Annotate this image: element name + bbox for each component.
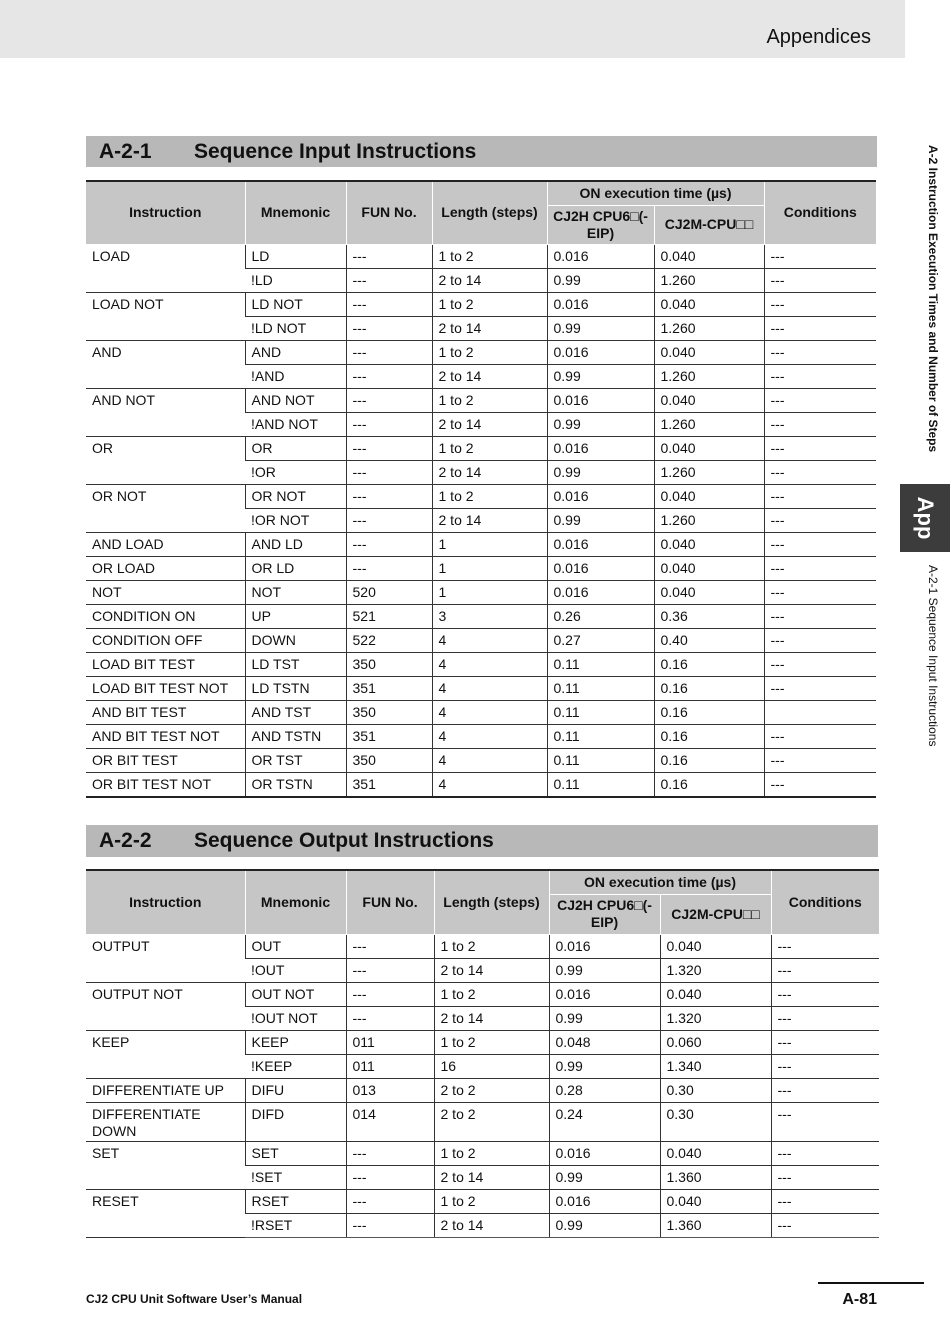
page-header-title: Appendices — [766, 26, 871, 48]
cj2m-time-cell: 0.040 — [660, 934, 771, 958]
conditions-cell: --- — [764, 772, 876, 797]
mnemonic-cell: OR TSTN — [245, 772, 346, 797]
conditions-cell: --- — [764, 316, 876, 340]
conditions-cell: --- — [771, 1189, 879, 1213]
cj2h-time-cell: 0.016 — [549, 934, 660, 958]
cj2m-time-cell: 0.16 — [654, 772, 764, 797]
instruction-cell: DIFFERENTIATE UP — [86, 1078, 245, 1102]
fun-no-cell: --- — [346, 388, 432, 412]
table-row — [86, 772, 876, 797]
cj2h-time-cell: 0.99 — [549, 958, 660, 982]
conditions-cell: --- — [764, 340, 876, 364]
mnemonic-cell: !OUT — [245, 958, 346, 982]
mnemonic-cell: OR — [245, 436, 346, 460]
fun-no-cell: 013 — [346, 1078, 434, 1102]
mnemonic-cell: OUT NOT — [245, 982, 346, 1006]
cj2h-time-cell: 0.11 — [547, 676, 654, 700]
length-cell: 4 — [432, 676, 547, 700]
section-number: A-2-2 — [99, 829, 152, 852]
header-cj2h: CJ2H CPU6□(-EIP) — [549, 894, 660, 934]
mnemonic-cell: DOWN — [245, 628, 346, 652]
cj2m-time-cell: 0.040 — [660, 1141, 771, 1165]
section-heading-a-2-2 — [86, 825, 878, 857]
length-cell: 1 — [432, 532, 547, 556]
cj2m-time-cell: 1.260 — [654, 364, 764, 388]
instruction-cell: RESET — [86, 1189, 245, 1237]
length-cell: 1 to 2 — [434, 1189, 549, 1213]
length-cell: 1 to 2 — [432, 244, 547, 268]
table-row — [86, 604, 876, 628]
cj2m-time-cell: 0.040 — [660, 1189, 771, 1213]
cj2h-time-cell: 0.99 — [547, 412, 654, 436]
conditions-cell: --- — [764, 436, 876, 460]
footer-manual-title: CJ2 CPU Unit Software User’s Manual — [86, 1292, 303, 1306]
cj2m-time-cell: 0.040 — [654, 556, 764, 580]
cj2m-time-cell: 0.16 — [654, 652, 764, 676]
header-cj2m: CJ2M-CPU□□ — [660, 894, 771, 934]
mnemonic-cell: OR TST — [245, 748, 346, 772]
header-length: Length (steps) — [434, 870, 549, 934]
length-cell: 2 to 14 — [432, 268, 547, 292]
length-cell: 4 — [432, 772, 547, 797]
cj2h-time-cell: 0.016 — [549, 1141, 660, 1165]
conditions-cell: --- — [764, 292, 876, 316]
cj2h-time-cell: 0.016 — [547, 292, 654, 316]
header-on-exec-time: ON execution time (µs) — [549, 870, 771, 894]
fun-no-cell: --- — [346, 934, 434, 958]
fun-no-cell: 351 — [346, 676, 432, 700]
table-row — [86, 532, 876, 556]
mnemonic-cell: OR LD — [245, 556, 346, 580]
fun-no-cell: 350 — [346, 700, 432, 724]
conditions-cell: --- — [771, 934, 879, 958]
length-cell: 1 to 2 — [432, 484, 547, 508]
length-cell: 2 to 14 — [432, 316, 547, 340]
cj2m-time-cell: 0.30 — [660, 1102, 771, 1141]
header-instruction: Instruction — [86, 181, 245, 244]
mnemonic-cell: SET — [245, 1141, 346, 1165]
side-tab-label: App — [913, 496, 938, 540]
length-cell: 1 — [432, 556, 547, 580]
sequence-output-table — [86, 869, 879, 1238]
instruction-cell: KEEP — [86, 1030, 245, 1078]
table-body — [86, 934, 879, 1237]
fun-no-cell: 014 — [346, 1102, 434, 1141]
cj2h-time-cell: 0.99 — [549, 1165, 660, 1189]
cj2m-time-cell: 0.040 — [654, 580, 764, 604]
cj2m-time-cell: 0.040 — [654, 484, 764, 508]
length-cell: 4 — [432, 724, 547, 748]
cj2m-time-cell: 0.040 — [654, 340, 764, 364]
table-row — [86, 748, 876, 772]
instruction-cell: AND BIT TEST NOT — [86, 724, 245, 748]
cj2m-time-cell: 0.16 — [654, 700, 764, 724]
fun-no-cell: --- — [346, 292, 432, 316]
length-cell: 2 to 14 — [434, 1006, 549, 1030]
instruction-cell: LOAD BIT TEST NOT — [86, 676, 245, 700]
side-chapter-title: A-2 Instruction Execution Times and Number of Steps — [926, 145, 940, 453]
mnemonic-cell: LD NOT — [245, 292, 346, 316]
length-cell: 4 — [432, 748, 547, 772]
cj2h-time-cell: 0.016 — [547, 532, 654, 556]
conditions-cell: --- — [771, 982, 879, 1006]
table-row — [86, 628, 876, 652]
fun-no-cell: --- — [346, 244, 432, 268]
instruction-cell: CONDITION OFF — [86, 628, 245, 652]
cj2m-time-cell: 1.260 — [654, 460, 764, 484]
length-cell: 1 to 2 — [432, 436, 547, 460]
fun-no-cell: 521 — [346, 604, 432, 628]
length-cell: 3 — [432, 604, 547, 628]
conditions-cell: --- — [764, 388, 876, 412]
length-cell: 2 to 14 — [432, 508, 547, 532]
conditions-cell: --- — [764, 676, 876, 700]
conditions-cell: --- — [764, 748, 876, 772]
cj2m-time-cell: 1.360 — [660, 1165, 771, 1189]
length-cell: 2 to 14 — [432, 364, 547, 388]
mnemonic-cell: AND TSTN — [245, 724, 346, 748]
fun-no-cell: 011 — [346, 1030, 434, 1054]
cj2h-time-cell: 0.11 — [547, 724, 654, 748]
conditions-cell: --- — [764, 508, 876, 532]
header-conditions: Conditions — [764, 181, 876, 244]
conditions-cell: --- — [771, 1078, 879, 1102]
mnemonic-cell: AND TST — [245, 700, 346, 724]
cj2m-time-cell: 1.340 — [660, 1054, 771, 1078]
cj2h-time-cell: 0.99 — [547, 268, 654, 292]
cj2h-time-cell: 0.016 — [547, 340, 654, 364]
mnemonic-cell: NOT — [245, 580, 346, 604]
cj2h-time-cell: 0.28 — [549, 1078, 660, 1102]
length-cell: 1 to 2 — [434, 934, 549, 958]
fun-no-cell: 520 — [346, 580, 432, 604]
conditions-cell — [764, 700, 876, 724]
conditions-cell: --- — [764, 580, 876, 604]
header-conditions: Conditions — [771, 870, 879, 934]
length-cell: 1 to 2 — [434, 1030, 549, 1054]
header-cj2h: CJ2H CPU6□(-EIP) — [547, 205, 654, 244]
conditions-cell: --- — [771, 1213, 879, 1237]
mnemonic-cell: !OR — [245, 460, 346, 484]
footer-page-number: A-81 — [842, 1291, 877, 1308]
conditions-cell: --- — [764, 724, 876, 748]
mnemonic-cell: OUT — [245, 934, 346, 958]
mnemonic-cell: UP — [245, 604, 346, 628]
table-row — [86, 484, 876, 508]
cj2m-time-cell: 0.040 — [654, 388, 764, 412]
length-cell: 1 to 2 — [434, 982, 549, 1006]
conditions-cell: --- — [764, 460, 876, 484]
header-on-exec-time: ON execution time (µs) — [547, 181, 764, 205]
conditions-cell: --- — [771, 1165, 879, 1189]
instruction-cell: NOT — [86, 580, 245, 604]
table-row — [86, 982, 879, 1006]
mnemonic-cell: !SET — [245, 1165, 346, 1189]
cj2m-time-cell: 1.320 — [660, 1006, 771, 1030]
side-section-title: A-2-1 Sequence Input Instructions — [926, 565, 940, 747]
conditions-cell: --- — [764, 628, 876, 652]
mnemonic-cell: LD TST — [245, 652, 346, 676]
cj2h-time-cell: 0.016 — [549, 1189, 660, 1213]
table-row — [86, 388, 876, 412]
conditions-cell: --- — [764, 412, 876, 436]
header-length: Length (steps) — [432, 181, 547, 244]
fun-no-cell: --- — [346, 268, 432, 292]
fun-no-cell: --- — [346, 532, 432, 556]
section-heading-a-2-1 — [86, 136, 877, 167]
cj2h-time-cell: 0.99 — [547, 460, 654, 484]
mnemonic-cell: AND LD — [245, 532, 346, 556]
fun-no-cell: --- — [346, 1189, 434, 1213]
instruction-cell: SET — [86, 1141, 245, 1189]
length-cell: 4 — [432, 652, 547, 676]
instruction-cell: OR NOT — [86, 484, 245, 532]
cj2m-time-cell: 0.30 — [660, 1078, 771, 1102]
mnemonic-cell: !OR NOT — [245, 508, 346, 532]
table-row — [86, 700, 876, 724]
instruction-cell: AND LOAD — [86, 532, 245, 556]
length-cell: 16 — [434, 1054, 549, 1078]
length-cell: 2 to 14 — [434, 958, 549, 982]
header-mnemonic: Mnemonic — [245, 181, 346, 244]
cj2h-time-cell: 0.99 — [547, 508, 654, 532]
cj2m-time-cell: 0.040 — [654, 244, 764, 268]
cj2m-time-cell: 0.040 — [654, 292, 764, 316]
conditions-cell: --- — [764, 532, 876, 556]
section-title: Sequence Input Instructions — [194, 140, 477, 163]
cj2m-time-cell: 0.040 — [654, 532, 764, 556]
sequence-input-table — [86, 180, 876, 798]
fun-no-cell: --- — [346, 436, 432, 460]
fun-no-cell: --- — [346, 958, 434, 982]
fun-no-cell: --- — [346, 316, 432, 340]
conditions-cell: --- — [764, 244, 876, 268]
fun-no-cell: --- — [346, 508, 432, 532]
conditions-cell: --- — [764, 268, 876, 292]
header-instruction: Instruction — [86, 870, 245, 934]
mnemonic-cell: AND NOT — [245, 388, 346, 412]
length-cell: 4 — [432, 628, 547, 652]
fun-no-cell: 351 — [346, 724, 432, 748]
fun-no-cell: 011 — [346, 1054, 434, 1078]
cj2h-time-cell: 0.99 — [547, 364, 654, 388]
fun-no-cell: --- — [346, 982, 434, 1006]
conditions-cell: --- — [771, 1054, 879, 1078]
conditions-cell: --- — [771, 1102, 879, 1141]
cj2h-time-cell: 0.99 — [547, 316, 654, 340]
header-fun-no: FUN No. — [346, 870, 434, 934]
cj2h-time-cell: 0.24 — [549, 1102, 660, 1141]
instruction-cell: AND — [86, 340, 245, 388]
length-cell: 2 to 14 — [434, 1213, 549, 1237]
cj2m-time-cell: 0.16 — [654, 676, 764, 700]
header-fun-no: FUN No. — [346, 181, 432, 244]
cj2m-time-cell: 0.040 — [654, 436, 764, 460]
cj2h-time-cell: 0.99 — [549, 1006, 660, 1030]
cj2m-time-cell: 0.16 — [654, 748, 764, 772]
length-cell: 2 to 14 — [432, 460, 547, 484]
fun-no-cell: 351 — [346, 772, 432, 797]
mnemonic-cell: !AND — [245, 364, 346, 388]
length-cell: 2 to 2 — [434, 1102, 549, 1141]
conditions-cell: --- — [771, 1141, 879, 1165]
table-row — [86, 652, 876, 676]
length-cell: 1 to 2 — [432, 388, 547, 412]
cj2h-time-cell: 0.016 — [547, 484, 654, 508]
length-cell: 2 to 14 — [432, 412, 547, 436]
instruction-cell: DIFFERENTIATE DOWN — [86, 1102, 245, 1141]
side-tab — [900, 484, 950, 552]
conditions-cell: --- — [764, 556, 876, 580]
table-row — [86, 934, 879, 958]
instruction-cell: CONDITION ON — [86, 604, 245, 628]
instruction-cell: AND NOT — [86, 388, 245, 436]
conditions-cell: --- — [771, 958, 879, 982]
fun-no-cell: --- — [346, 1141, 434, 1165]
table-row — [86, 556, 876, 580]
instruction-cell: OR BIT TEST — [86, 748, 245, 772]
cj2h-time-cell: 0.26 — [547, 604, 654, 628]
fun-no-cell: 522 — [346, 628, 432, 652]
table-row — [86, 1030, 879, 1054]
mnemonic-cell: !LD — [245, 268, 346, 292]
mnemonic-cell: DIFU — [245, 1078, 346, 1102]
fun-no-cell: --- — [346, 412, 432, 436]
fun-no-cell: --- — [346, 1006, 434, 1030]
instruction-cell: LOAD BIT TEST — [86, 652, 245, 676]
table-row — [86, 244, 876, 268]
instruction-cell: OR — [86, 436, 245, 484]
mnemonic-cell: AND — [245, 340, 346, 364]
cj2h-time-cell: 0.11 — [547, 748, 654, 772]
cj2h-time-cell: 0.016 — [549, 982, 660, 1006]
cj2h-time-cell: 0.99 — [549, 1213, 660, 1237]
conditions-cell: --- — [764, 364, 876, 388]
fun-no-cell: 350 — [346, 748, 432, 772]
fun-no-cell: --- — [346, 1213, 434, 1237]
table-row — [86, 436, 876, 460]
instruction-cell: OUTPUT NOT — [86, 982, 245, 1030]
table-row — [86, 292, 876, 316]
instruction-cell: OR LOAD — [86, 556, 245, 580]
instruction-cell: OR BIT TEST NOT — [86, 772, 245, 797]
instruction-cell: LOAD — [86, 244, 245, 292]
table-row — [86, 1141, 879, 1165]
cj2m-time-cell: 1.260 — [654, 268, 764, 292]
cj2m-time-cell: 1.260 — [654, 412, 764, 436]
cj2h-time-cell: 0.016 — [547, 244, 654, 268]
cj2m-time-cell: 1.360 — [660, 1213, 771, 1237]
conditions-cell: --- — [764, 652, 876, 676]
header-cj2m: CJ2M-CPU□□ — [654, 205, 764, 244]
length-cell: 1 to 2 — [432, 292, 547, 316]
cj2h-time-cell: 0.11 — [547, 652, 654, 676]
table-row — [86, 340, 876, 364]
mnemonic-cell: !KEEP — [245, 1054, 346, 1078]
cj2m-time-cell: 1.260 — [654, 316, 764, 340]
fun-no-cell: --- — [346, 340, 432, 364]
table-row — [86, 1102, 879, 1141]
mnemonic-cell: LD TSTN — [245, 676, 346, 700]
cj2h-time-cell: 0.27 — [547, 628, 654, 652]
cj2h-time-cell: 0.016 — [547, 436, 654, 460]
table-row — [86, 1189, 879, 1213]
conditions-cell: --- — [764, 604, 876, 628]
table-row — [86, 724, 876, 748]
instruction-cell: AND BIT TEST — [86, 700, 245, 724]
mnemonic-cell: !LD NOT — [245, 316, 346, 340]
length-cell: 1 to 2 — [434, 1141, 549, 1165]
footer-rule — [818, 1282, 924, 1284]
length-cell: 2 to 14 — [434, 1165, 549, 1189]
table-body — [86, 244, 876, 797]
cj2h-time-cell: 0.11 — [547, 772, 654, 797]
cj2m-time-cell: 0.16 — [654, 724, 764, 748]
fun-no-cell: --- — [346, 364, 432, 388]
cj2h-time-cell: 0.016 — [547, 388, 654, 412]
cj2h-time-cell: 0.016 — [547, 580, 654, 604]
conditions-cell: --- — [771, 1030, 879, 1054]
cj2m-time-cell: 1.320 — [660, 958, 771, 982]
mnemonic-cell: LD — [245, 244, 346, 268]
fun-no-cell: --- — [346, 1165, 434, 1189]
mnemonic-cell: !AND NOT — [245, 412, 346, 436]
mnemonic-cell: !RSET — [245, 1213, 346, 1237]
mnemonic-cell: OR NOT — [245, 484, 346, 508]
fun-no-cell: 350 — [346, 652, 432, 676]
mnemonic-cell: !OUT NOT — [245, 1006, 346, 1030]
cj2m-time-cell: 0.060 — [660, 1030, 771, 1054]
table-row — [86, 580, 876, 604]
cj2h-time-cell: 0.048 — [549, 1030, 660, 1054]
section-title: Sequence Output Instructions — [194, 829, 494, 852]
length-cell: 1 to 2 — [432, 340, 547, 364]
length-cell: 2 to 2 — [434, 1078, 549, 1102]
conditions-cell: --- — [771, 1006, 879, 1030]
fun-no-cell: --- — [346, 460, 432, 484]
length-cell: 4 — [432, 700, 547, 724]
fun-no-cell: --- — [346, 484, 432, 508]
mnemonic-cell: RSET — [245, 1189, 346, 1213]
cj2h-time-cell: 0.016 — [547, 556, 654, 580]
length-cell: 1 — [432, 580, 547, 604]
instruction-cell: OUTPUT — [86, 934, 245, 982]
cj2m-time-cell: 0.36 — [654, 604, 764, 628]
conditions-cell: --- — [764, 484, 876, 508]
section-number: A-2-1 — [99, 140, 152, 163]
cj2m-time-cell: 1.260 — [654, 508, 764, 532]
cj2m-time-cell: 0.040 — [660, 982, 771, 1006]
header-mnemonic: Mnemonic — [245, 870, 346, 934]
cj2h-time-cell: 0.99 — [549, 1054, 660, 1078]
table-row — [86, 1078, 879, 1102]
cj2h-time-cell: 0.11 — [547, 700, 654, 724]
mnemonic-cell: KEEP — [245, 1030, 346, 1054]
fun-no-cell: --- — [346, 556, 432, 580]
table-row — [86, 676, 876, 700]
mnemonic-cell: DIFD — [245, 1102, 346, 1141]
cj2m-time-cell: 0.40 — [654, 628, 764, 652]
instruction-cell: LOAD NOT — [86, 292, 245, 340]
